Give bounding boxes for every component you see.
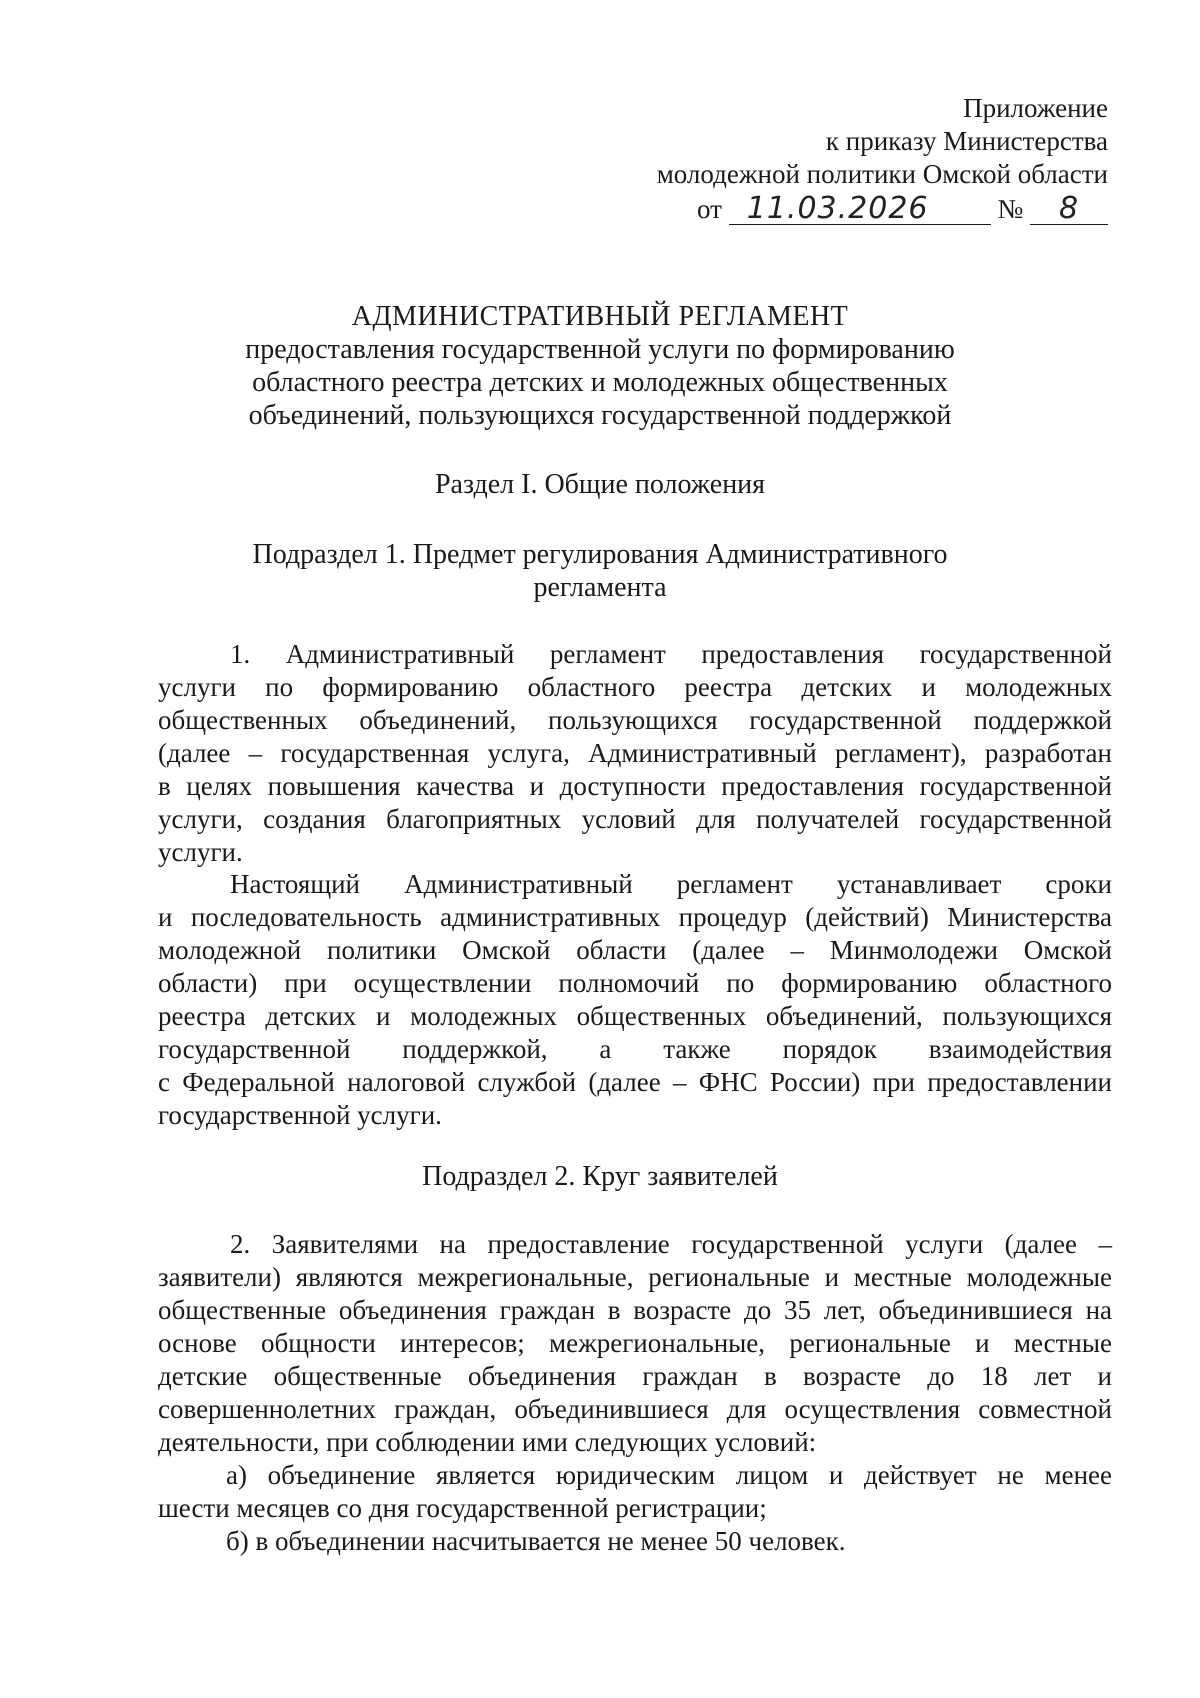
paragraph-line: основе общности интересов; межрегиональные, региональные и местные [158, 1328, 1112, 1358]
paragraph-3 [158, 1228, 1112, 1459]
subsection-1-heading [0, 538, 1200, 604]
paragraph-line: общественных объединений, пользующихся государственной поддержкой [158, 705, 1112, 735]
list-item-a [158, 1459, 1112, 1525]
paragraph-line: заявители) являются межрегиональные, региональные и местные молодежные [158, 1262, 1112, 1292]
paragraph-line: государственной услуги. [158, 1100, 442, 1130]
section-1-heading [0, 468, 1200, 501]
paragraph-line: молодежной политики Омской области (далее – Минмолодежи Омской [158, 935, 1112, 965]
section-1-heading-text: Раздел I. Общие положения [434, 469, 766, 500]
paragraph-line: Настоящий Административный регламент устанавливает сроки [230, 869, 1112, 899]
paragraph-line: услуги, создания благоприятных условий для получателей государственной [158, 804, 1112, 834]
paragraph-line: деятельности, при соблюдении ими следующих условий: [158, 1427, 817, 1457]
paragraph-line: и последовательность административных процедур (действий) Министерства [158, 902, 1112, 932]
paragraph-line: услуги по формированию областного реестра детских и молодежных [158, 672, 1112, 702]
paragraph-line: шести месяцев со дня государственной регистрации; [158, 1493, 767, 1523]
paragraph-line: детские общественные объединения граждан в возрасте до 18 лет и [158, 1361, 1112, 1391]
subsection-2-heading-text: Подраздел 2. Круг заявителей [422, 1161, 778, 1192]
list-item-b [158, 1525, 1112, 1558]
paragraph-line: в целях повышения качества и доступности предоставления государственной [158, 771, 1112, 801]
paragraph-1 [158, 638, 1112, 869]
document-title-block [0, 300, 1200, 432]
appendix-block [657, 92, 1108, 226]
paragraph-2 [158, 868, 1112, 1132]
order-date-handwritten: 11.03.2026 [729, 194, 991, 225]
paragraph-line: услуги. [158, 837, 243, 867]
paragraph-line: общественные объединения граждан в возрасте до 35 лет, объединившиеся на [158, 1295, 1112, 1325]
from-label: от [697, 194, 722, 224]
paragraph-line: совершеннолетних граждан, объединившиеся для осуществления совместной [158, 1394, 1112, 1424]
appendix-order-ref: к приказу Министерства [825, 126, 1108, 156]
paragraph-line: области) при осуществлении полномочий по формированию областного [158, 968, 1112, 998]
paragraph-line: 1. Административный регламент предоставления государственной [230, 639, 1112, 669]
paragraph-line: б) в объединении насчитывается не менее 50 человек. [226, 1526, 846, 1556]
paragraph-line: с Федеральной налоговой службой (далее – ФНС России) при предоставлении [158, 1067, 1112, 1097]
document-subtitle-line-2: областного реестра детских и молодежных общественных [252, 367, 948, 398]
paragraph-line: 2. Заявителями на предоставление государственной услуги (далее – [230, 1229, 1112, 1259]
paragraph-line: (далее – государственная услуга, Административный регламент), разработан [158, 738, 1112, 768]
subsection-1-heading-line-2: регламента [533, 572, 667, 603]
document-subtitle-line-3: объединений, пользующихся государственной поддержкой [248, 400, 952, 431]
order-number-handwritten: 8 [1030, 194, 1108, 225]
subsection-2-heading [0, 1160, 1200, 1193]
subsection-1-heading-line-1: Подраздел 1. Предмет регулирования Административного [252, 539, 948, 570]
paragraph-line: а) объединение является юридическим лицом и действует не менее [226, 1460, 1112, 1490]
appendix-ministry: молодежной политики Омской области [656, 159, 1108, 189]
number-label: № [997, 194, 1024, 224]
order-date-number-line [657, 193, 1108, 226]
paragraph-line: государственной поддержкой, а также порядок взаимодействия [158, 1034, 1112, 1064]
document-subtitle-line-1: предоставления государственной услуги по формированию [245, 334, 955, 365]
appendix-title: Приложение [963, 93, 1108, 123]
document-title: АДМИНИСТРАТИВНЫЙ РЕГЛАМЕНТ [351, 301, 849, 332]
paragraph-line: реестра детских и молодежных общественных объединений, пользующихся [158, 1001, 1112, 1031]
